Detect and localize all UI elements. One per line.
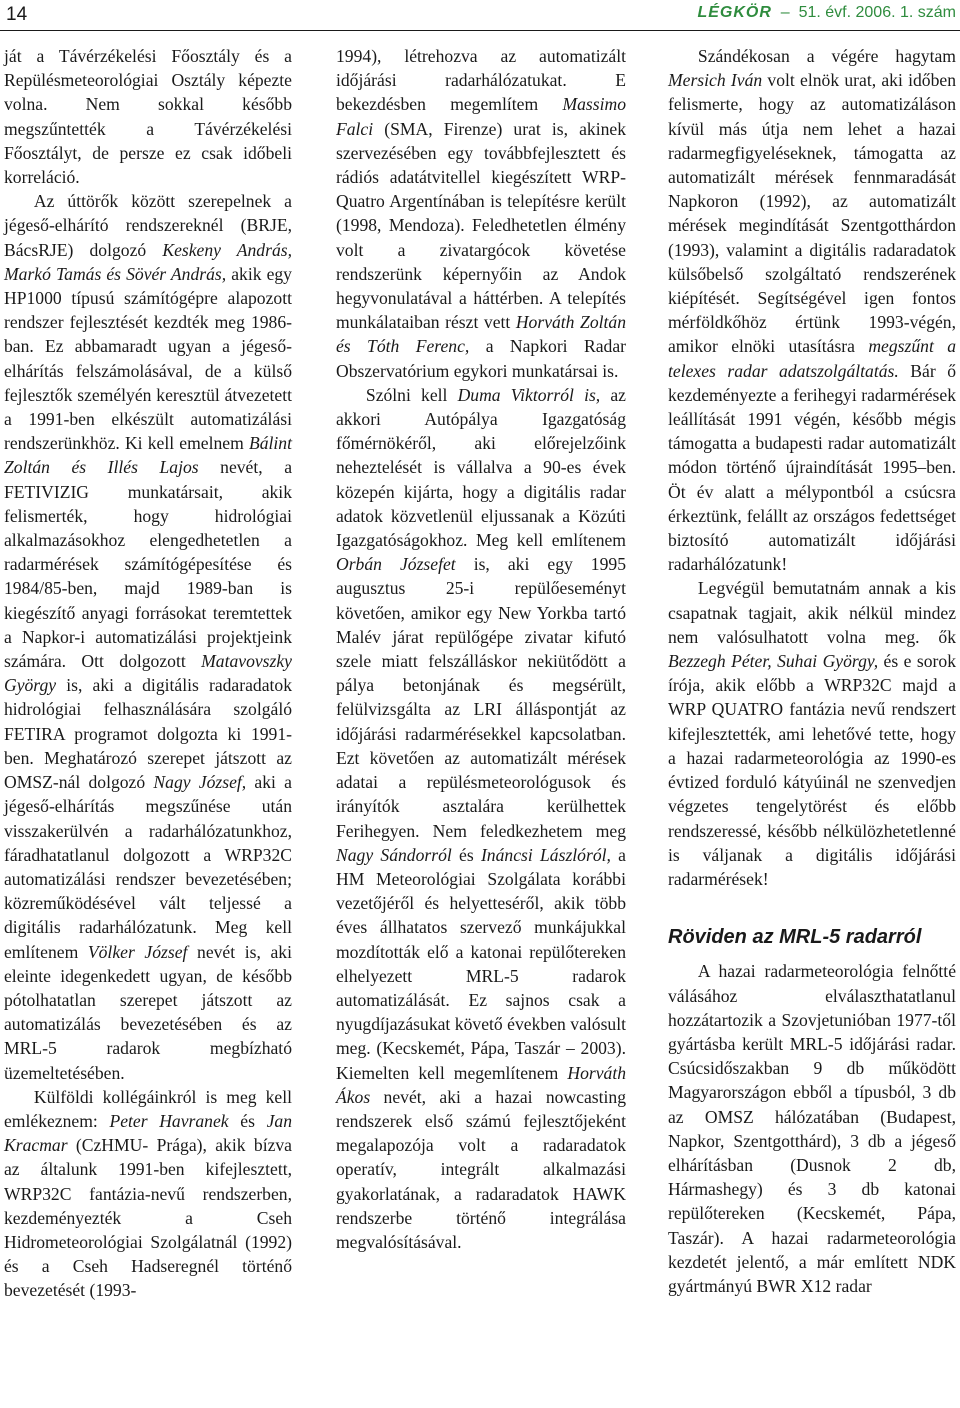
person-name: Jan Kracmar bbox=[4, 1110, 292, 1156]
paragraph: Szándékosan a végére hagytam Mersich Iván volt elnök urat, aki időben felismerte, hogy az automatizáláson kívül más útja nem lehet a hazai radarmegfigyeléseknek, támogatta az automatizált mérések fennmaradását Napkoron (1992), az automatizált mérések megindítását Szentgotthárdon (1993), valamint a digitális radaradatok külsőbelső szolgáltató rendszerének kiépítését. Segítségével igen fontos mérföldkőhöz értünk 1993-végén, amikor elnöki utasításra megszűnt a telexes radar adatszolgáltatás. Bár ő kezdeményezte a ferihegyi radarmérések leállítását 1991 végén, később mégis támogatta a budapesti radar automatizált módon történő újraindítását 1995–ben. Öt év alatt a mélypontból a csúcsra érkeztünk, felállt az országos fedettséget biztosító automatizált időjárási radarhálózatunk! bbox=[668, 46, 956, 575]
paragraph: Legvégül bemutatnám annak a kis csapatnak tagjait, akik nélkül mindez nem valósulhatott volna meg. ők Bezzegh Péter, Suhai György, és e sorok írója, akik előbb a WRP32C majd a WRP QUATRO fantázia nevű rendszert kifejlesztették, ami lehetővé tette, hogy a hazai radarmeteorológia az 1990-es évtized forduló kátyúinál ne szenvedjen végzetes tengelytörést és előbb rendszeressé, később nélkülözhetetlenné is váljanak a digitális időjárási radarmérések! bbox=[668, 578, 956, 889]
person-name: Horváth Zoltán és Tóth Ferenc, bbox=[336, 312, 626, 357]
journal-name: LÉGKÖR bbox=[697, 4, 772, 21]
person-name: Keskeny András, Markó Tamás és Sövér András, bbox=[4, 239, 292, 284]
person-name: Orbán Józsefet bbox=[336, 554, 456, 575]
person-name: Horváth Ákos bbox=[336, 1062, 626, 1107]
paragraph: Szólni kell Duma Viktorról is, az akkori Autópálya Igazgatóság főmérnökéről, aki előrejelzőink neheztelését is vállalva a 90-es évek közepén kijárta, hogy a digitális radar adatok közvetlenül eljussanak a Közúti Igazgatóságokhoz. Meg kell említenem Orbán Józsefet is, aki egy 1995 augusztus 25-i repülőeseményt követően, amikor egy New Yorkba tartó Malév járat repülőgépe zivatar kifutó szele miatt felszálláskor nekiütődött a pálya betonjának és megsérült, felülvizsgálta az LRI álláspontját az időjárási radarmérésekkel kapcsolatban. Ezt követően az automatizált mérések adatai a repülésmeteorológusok és irányítók asztalára kerülhettek Ferihegyen. Nem feledkezhetem meg Nagy Sándorról és Ináncsi Lászlóról, a HM Meteorológiai Szolgálata korábbi vezetőjéről és helyetteséről, akik több éves állhatatos szervező munkájukkal mozdították elő a katonai repülőtereken elhelyezett MRL-5 radarok automatizálását. Ez sajnos csak a nyugdíjazásukat követő években valósult meg. (Kecskemét, Pápa, Taszár – 2003). Kiemelten kell megemlítenem Horváth Ákos nevét, aki a hazai nowcasting rendszerek első számú fejlesztőjeként megalapozója volt a radaradatok operatív, integrált alkalmazási gyakorlatának, a radaradatok HAWK rendszerbe történő integrálása megvalósításával. bbox=[336, 384, 626, 1252]
person-name: Bezzegh Péter, Suhai György, bbox=[668, 651, 879, 672]
person-name: Duma Viktorról is, bbox=[457, 384, 601, 405]
column-2 bbox=[336, 44, 626, 1254]
paragraph: Az úttörők között szerepelnek a jégeső-elhárító rendszereknél (BRJE, BácsRJE) dolgozó Keskeny András, Markó Tamás és Sövér András, akik egy HP1000 típusú számítógépre alapozott rendszer fejlesztését kezdték meg 1986-ban. Ez abbamaradt ugyan a jégeső-elhárítás felszámolásával, de a külső fejlesztők személyén keresztül átvezetett a 1991-ben elkészült automatizálási rendszerünkhöz. Ki kell emelnem Bálint Zoltán és Illés Lajos nevét, a FETIVIZIG munkatársait, akik felismerték, hogy hidrológiai alkalmazásokhoz elengedhetetlen a radarmérések számítógépesítése és 1984/85-ben, majd 1989-ban is kiegészítő anyagi forrásokat teremtettek a Napkor-i automatizálási projektjeink számára. Ott dolgozott Matavovszky György is, aki a digitális radaradatok hidrológiai felhasználására szolgáló FETIRA programot dolgozta ki 1991-ben. Meghatározó szerepet játszott az OMSZ-nál dolgozó Nagy József, aki a jégeső-elhárítás megszűnése után visszakerülvén a radarhálózatunkhoz, fáradhatatlanul dolgozott a WRP32C automatizálási rendszer bevezetésében; közreműködésével vált teljessé a digitális radarhálózatunk. Meg kell említenem Völker József nevét is, aki eleinte idegenkedett ugyan, de később pótolhatatlan szerepet játszott az automatizálás bevezetésében és az MRL-5 radarok megbízható üzemeltetésében. bbox=[4, 191, 292, 1083]
person-name: Nagy Sándorról bbox=[336, 844, 452, 865]
column-1 bbox=[4, 44, 292, 1303]
issue-info: 51. évf. 2006. 1. szám bbox=[798, 4, 956, 21]
column-3 bbox=[668, 44, 956, 1298]
person-name: Mersich Iván bbox=[668, 70, 763, 91]
person-name: Peter Havranek bbox=[109, 1110, 229, 1131]
person-name: Ináncsi Lászlóról, bbox=[480, 844, 611, 865]
section-title: Röviden az MRL-5 radarról bbox=[668, 926, 922, 949]
paragraph: ját a Távérzékelési Főosztály és a Repülésmeteorológiai Osztály képezte volna. Nem sokkal később megszűntették a Távérzékelési Főosztályt, de persze ez csak időbeli korreláció. bbox=[4, 46, 292, 188]
person-name: Massimo Falci bbox=[336, 94, 626, 139]
paragraph: 1994), létrehozva az automatizált időjárási radarhálózatukat. E bekezdésben megemlítem Massimo Falci (SMA, Firenze) urat is, akinek szervezésében egy továbbfejlesztett és rádiós adatátvitellel kiegészített WRP-Quatro Argentínában is telepítésre került (1998, Mendoza). Feledhetetlen élmény volt a zivatargócok követése rendszerünk képernyőin az Andok hegyvonulatával a háttérben. A telepítés munkálataiban részt vett Horváth Zoltán és Tóth Ferenc, a Napkori Radar Obszervatórium egykori munkatársai is. bbox=[336, 46, 626, 381]
paragraph: A hazai radarmeteorológia felnőtté válásához elválaszthatatlanul hozzátartozik a Szovjetunióban 1977-től gyártásba került MRL-5 időjárási radar. Csúcsidőszakban 9 db működött Magyarországon ebből a típusból, 3 db az OMSZ hálózatában (Budapest, Napkor, Szentgotthárd), 3 db a jégeső elhárításban (Dusnok 2 db, Hármashegy) és 3 db katonai repülőtereken (Kecskemét, Pápa, Taszár). A hazai radarmeteorológia kezdetét jelentő, a már említett NDK gyártmányú BWR X12 radar bbox=[668, 961, 956, 1296]
person-name: megszűnt a telexes radar adatszolgáltatás. bbox=[668, 336, 956, 381]
person-name: Nagy József, bbox=[153, 772, 247, 793]
paragraph: Külföldi kollégáinkról is meg kell emlékeznem: Peter Havranek és Jan Kracmar (CzHMU- Prága), akik bízva az általunk 1991-ben kifejlesztett, WRP32C fantázia-nevű rendszerben, kezdeményezték a Cseh Hidrometeorológiai Szolgálatnál (1992) és a Cseh Hadseregnél történő bevezetését (1993- bbox=[4, 1086, 292, 1301]
person-name: Matavovszky György bbox=[4, 651, 292, 696]
running-head: LÉGKÖR – 51. évf. 2006. 1. szám bbox=[697, 4, 956, 21]
person-name: Bálint Zoltán és Illés Lajos bbox=[4, 433, 292, 478]
page-header bbox=[0, 0, 960, 31]
person-name: Völker József bbox=[87, 941, 188, 962]
page-number: 14 bbox=[6, 4, 28, 25]
